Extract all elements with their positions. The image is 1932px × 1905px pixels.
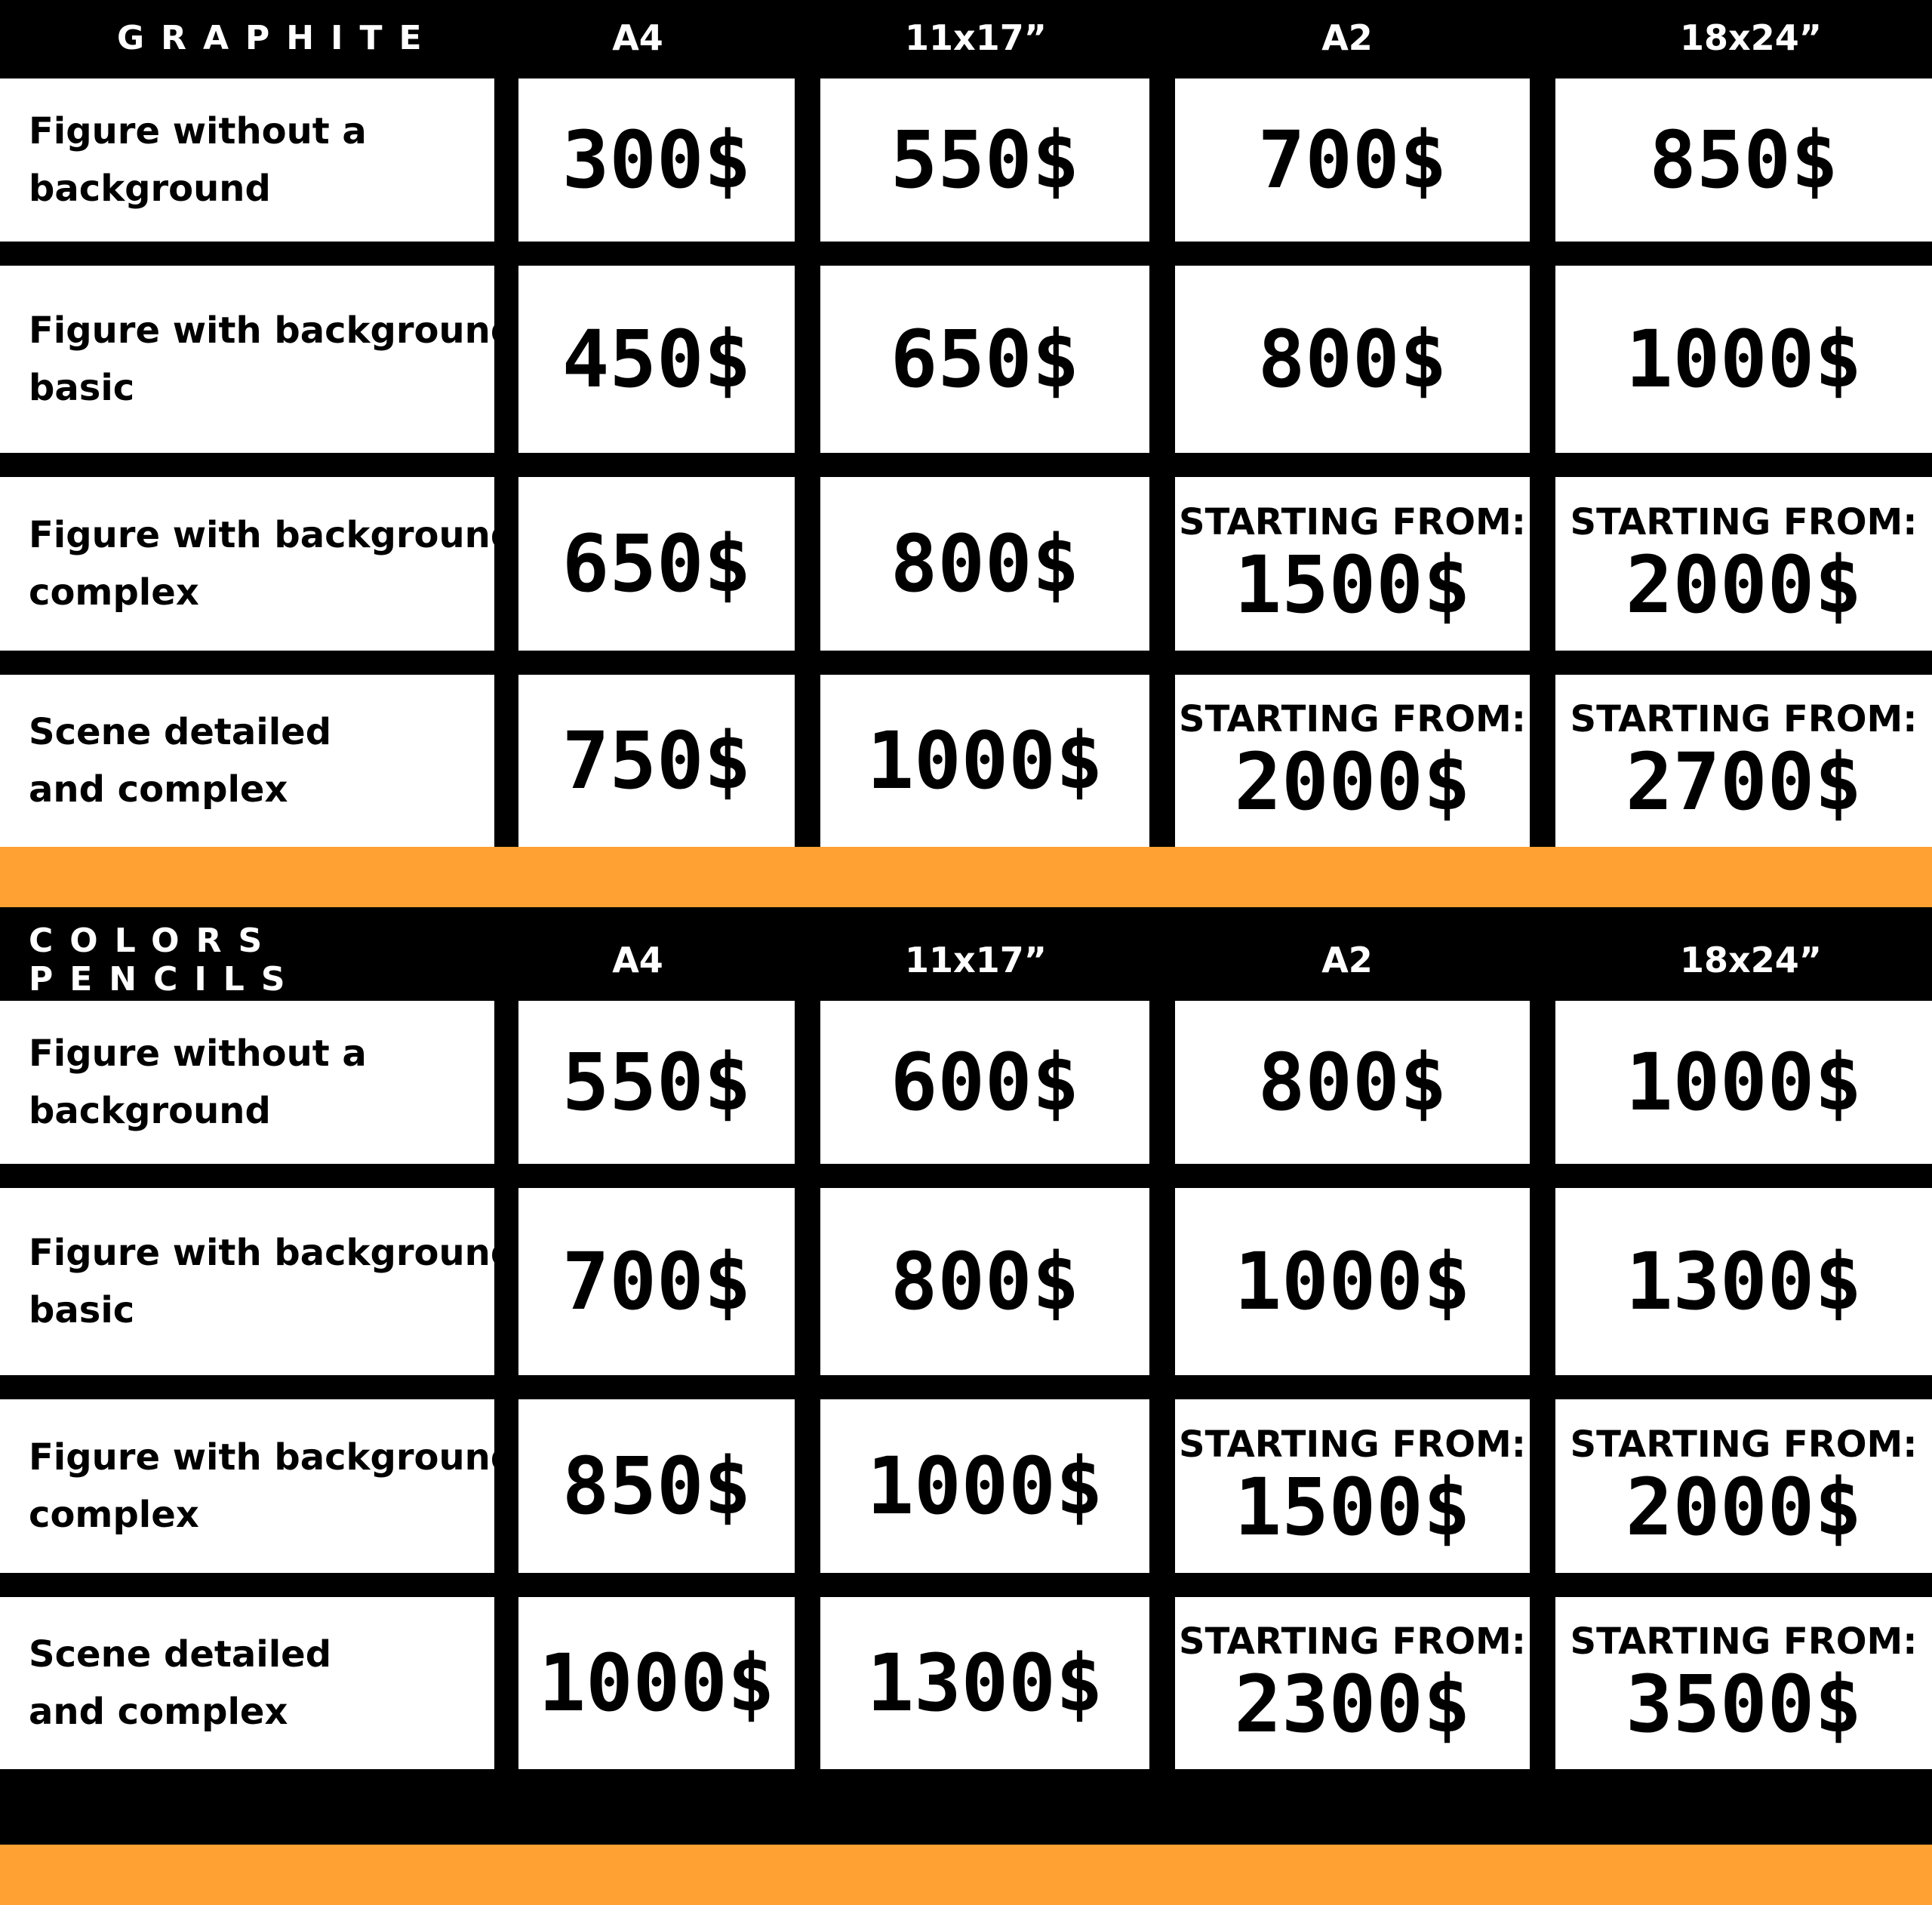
price-cell [518,78,795,242]
column-header: A4 [612,940,663,980]
price-cell [518,477,795,651]
price-cell [1175,78,1530,242]
row-label-line: Figure with background [29,1232,517,1274]
row-label [0,78,494,242]
price-cell [1555,266,1932,453]
price-cell [1555,477,1932,651]
price-value: 550$ [890,114,1080,206]
starting-from-label: STARTING FROM: [1179,1620,1526,1663]
starting-from-label: STARTING FROM: [1179,1423,1526,1466]
price-section-colors-pencils [0,922,1932,1769]
price-value: 850$ [1649,114,1838,206]
row-label [0,1188,517,1375]
price-value: 600$ [890,1036,1080,1128]
section-header-row [0,0,1932,75]
column-header: A2 [1321,940,1373,980]
price-value: 2700$ [1625,736,1863,828]
row-label-line: background [29,168,271,210]
price-cell [1175,675,1530,847]
price-cell [518,1001,795,1164]
price-value: 750$ [561,715,752,807]
price-value: 1000$ [866,715,1103,807]
price-cell [1175,1399,1530,1573]
section-header-row [0,922,1932,998]
price-value: 2000$ [1625,1461,1863,1553]
price-value: 650$ [890,313,1080,405]
starting-from-label: STARTING FROM: [1570,698,1918,740]
column-header: A4 [612,17,663,58]
price-cell [820,78,1149,242]
row-label-line: complex [29,571,199,614]
price-cell [518,1188,795,1375]
starting-from-label: STARTING FROM: [1179,501,1526,543]
price-value: 1000$ [1234,1236,1471,1328]
row-label-line: Figure with background [29,309,517,352]
price-value: 1000$ [1625,1036,1863,1128]
price-cell [1555,1399,1932,1573]
row-label [0,1001,494,1164]
row-label-line: basic [29,1289,135,1331]
price-value: 800$ [1257,313,1447,405]
price-cell [1175,1597,1530,1769]
section-title: GRAPHITE [117,18,438,57]
row-label-line: Figure without a [29,1033,367,1075]
price-cell [820,1597,1149,1769]
price-value: 850$ [561,1440,752,1532]
row-label [0,1597,494,1769]
price-value: 800$ [1257,1036,1447,1128]
starting-from-label: STARTING FROM: [1570,1423,1918,1466]
price-section-graphite [0,0,1932,847]
row-label-line: Figure with background [29,514,517,556]
price-value: 3500$ [1625,1658,1863,1750]
price-cell [1555,1597,1932,1769]
row-label-line: Figure without a [29,110,367,152]
price-value: 300$ [561,114,752,206]
price-cell [1175,477,1530,651]
column-header: A2 [1321,17,1373,58]
row-label-line: Scene detailed [29,711,332,753]
price-cell [820,477,1149,651]
section-divider-band [0,1845,1932,1905]
price-value: 450$ [561,313,752,405]
price-cell [518,675,795,847]
price-value: 1500$ [1234,1461,1471,1553]
row-label-line: background [29,1090,271,1132]
price-value: 700$ [561,1236,752,1328]
price-cell [820,266,1149,453]
price-cell [1555,1188,1932,1375]
price-cell [518,266,795,453]
price-cell [1175,1001,1530,1164]
price-cell [820,1399,1149,1573]
price-value: 700$ [1257,114,1447,206]
price-value: 1000$ [1625,313,1863,405]
row-label [0,675,494,847]
price-value: 2000$ [1234,736,1471,828]
price-value: 800$ [890,518,1080,610]
price-cell [518,1399,795,1573]
price-cell [1175,1188,1530,1375]
row-label-line: basic [29,367,135,409]
price-cell [518,1597,795,1769]
price-cell [820,1188,1149,1375]
column-header: 18x24” [1680,940,1822,980]
price-value: 1000$ [538,1637,775,1729]
price-cell [1555,675,1932,847]
price-cell [1175,266,1530,453]
column-header: 11x17” [905,940,1047,980]
price-value: 1300$ [1625,1236,1863,1328]
row-label-line: and complex [29,1691,288,1733]
price-value: 2000$ [1625,539,1863,631]
row-label [0,1399,517,1573]
price-value: 1000$ [866,1440,1103,1532]
price-cell [820,675,1149,847]
price-value: 2300$ [1234,1658,1471,1750]
section-title: COLORS PENCILS [29,922,302,999]
starting-from-label: STARTING FROM: [1570,1620,1918,1663]
column-header: 11x17” [905,17,1047,58]
row-label-line: Figure with background [29,1436,517,1479]
row-label [0,266,517,453]
row-label [0,477,517,651]
price-cell [1555,78,1932,242]
row-label-line: Scene detailed [29,1633,332,1676]
section-divider-band [0,847,1932,907]
row-label-line: and complex [29,768,288,811]
price-value: 1300$ [866,1637,1103,1729]
price-value: 650$ [561,518,752,610]
price-value: 550$ [561,1036,752,1128]
starting-from-label: STARTING FROM: [1179,698,1526,740]
row-label-line: complex [29,1494,199,1536]
starting-from-label: STARTING FROM: [1570,501,1918,543]
price-cell [1555,1001,1932,1164]
column-header: 18x24” [1680,17,1822,58]
price-value: 800$ [890,1236,1080,1328]
price-cell [820,1001,1149,1164]
price-value: 1500$ [1234,539,1471,631]
